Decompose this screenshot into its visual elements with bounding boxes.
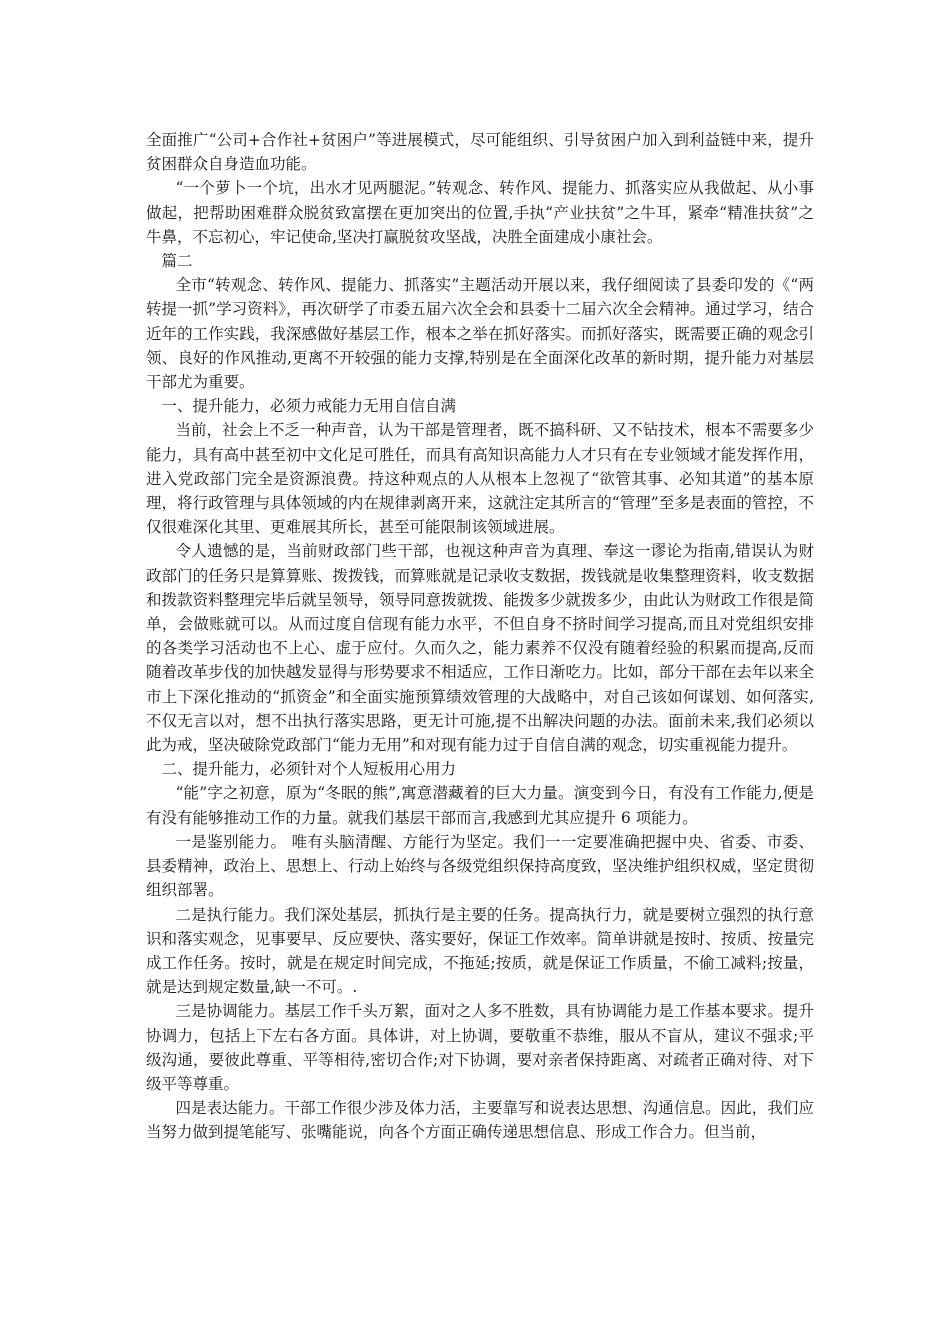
paragraph-coordination-ability: 三是协调能力。基层工作千头万絮，面对之人多不胜数，具有协调能力是工作基本要求。提升协调力，包括上下左右各方面。具体讲，对上协调，要敬重不恭维，服从不盲从，建议不强求;平级沟通，要彼此尊重、平等相待,密切合作;对下协调，要对亲者保持距离、对疏者正确对待、对下级平等尊重。	[146, 1002, 814, 1093]
document-page	[146, 128, 814, 1145]
heading-point-two: 二、提升能力，必须针对个人短板用心用力	[161, 760, 457, 779]
heading-point-one: 一、提升能力，必须力戒能力无用自信自满	[161, 397, 457, 416]
paragraph-intro-continuation: 全面推广“公司+合作社+贫困户”等进展模式，尽可能组织、引导贫困户加入到利益链中来，提升贫困群众自身造血功能。	[146, 131, 814, 174]
paragraph-execution-ability: 二是执行能力。我们深处基层，抓执行是主要的任务。提高执行力，就是要树立强烈的执行意识和落实观念，见事要早、反应要快、落实要好，保证工作效率。简单讲就是按时、按质、按量完成工作任务。按时，就是在规定时间完成，不拖延;按质，就是保证工作质量，不偷工减料;按量，就是达到规定数量,缺一不可。.	[146, 905, 814, 997]
paragraph-meaning-of-ability: “能”字之初意，原为“冬眠的熊”,寓意潜藏着的巨大力量。演变到今日，有没有工作能力,便是有没有能够推动工作的力量。就我们基层干部而言,我感到尤其应提升 6 项能力。	[146, 784, 814, 827]
paragraph-radish-proverb: “一个萝卜一个坑，出水才见两腿泥。”转观念、转作风、提能力、抓落实应从我做起、从小事做起，把帮助困难群众脱贫致富摆在更加突出的位置,手执“产业扶贫”之牛耳，紧牵“精准扶贫”之牛鼻，不忘初心，牢记使命,坚决打赢脱贫攻坚战，决胜全面建成小康社会。	[146, 179, 814, 246]
section-title-part-two: 篇二	[161, 252, 193, 271]
paragraph-study-reflection: 全市“转观念、转作风、提能力、抓落实”主题活动开展以来，我仔细阅读了县委印发的《“两转提一抓”学习资料》，再次研学了市委五届六次全会和县委十二届六次全会精神。通过学习，结合近年的工作实践，我深感做好基层工作，根本之举在抓好落实。而抓好落实，既需要正确的观念引领、良好的作风推动,更离不开较强的能力支撑,特别是在全面深化改革的新时期，提升能力对基层干部尤为重要。	[146, 276, 814, 392]
paragraph-discernment-ability: 一是鉴别能力。 唯有头脑清醒、方能行为坚定。我们一一定要准确把握中央、省委、市委、县委精神，政治上、思想上、行动上始终与各级党组织保持高度致，坚决维护组织权威，坚定贯彻组织部署。	[146, 832, 814, 900]
paragraph-expression-ability: 四是表达能力。干部工作很少涉及体力活，主要靠写和说表达思想、沟通信息。因此，我们应当努力做到提笔能写、张嘴能说，向各个方面正确传递思想信息、形成工作合力。但当前，	[146, 1099, 814, 1142]
paragraph-current-view: 当前，社会上不乏一种声音，认为干部是管理者，既不搞科研、又不钻技术，根本不需要多少能力，具有高中甚至初中文化足可胜任，而具有高知识高能力人才只有在专业领域才能发挥作用，进入党政部门完全是资源浪费。持这种观点的人从根本上忽视了“欲管其事、必知其道”的基本原理，将行政管理与具体领域的内在规律剥离开来，这就注定其所言的“管理”至多是表面的管控，不仅很难深化其里、更难展其所长，甚至可能限制该领域进展。	[146, 421, 814, 537]
paragraph-regret: 令人遗憾的是，当前财政部门些干部，也视这种声音为真理、奉这一谬论为指南,错误认为财政部门的任务只是算算账、拨拨钱，而算账就是记录收支数据，拨钱就是收集整理资料，收支数据和拨款资料整理完毕后就呈领导，领导同意拨就拨、能拨多少就拨多少，由此认为财政工作很是简单，会做账就可以。从而过度自信现有能力水平，不但自身不挤时间学习提高,而且对党组织安排的各类学习活动也不上心、虚于应付。久而久之，能力素养不仅没有随着经验的积累而提高,反而随着改革步伐的加快越发显得与形势要求不相适应，工作日渐吃力。比如，部分干部在去年以来全市上下深化推动的“抓资金”和全面实施预算绩效管理的大战略中，对自己该如何谋划、如何落实,不仅无言以对，想不出执行落实思路，更无计可施,提不出解决问题的办法。面前未来,我们必须以此为戒，坚决破除党政部门“能力无用”和对现有能力过于自信自满的观念，切实重视能力提升。	[146, 542, 814, 755]
